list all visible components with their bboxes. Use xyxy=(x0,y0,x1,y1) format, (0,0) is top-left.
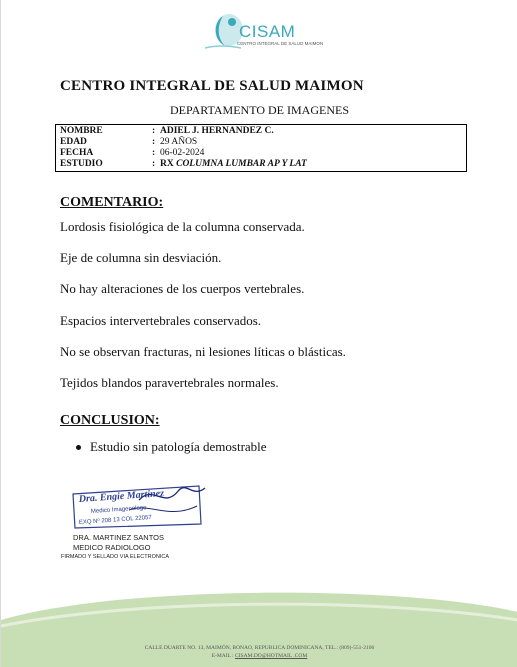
study-date: 06-02-2024 xyxy=(160,148,205,158)
footer-address: CALLE DUARTE NO. 13, MAIMÓN, BONAO, REPUBLICA DOMINICANA, TEL.: (809)-551-2106 xyxy=(144,645,375,651)
study-detail: COLUMNA LUMBAR AP Y LAT xyxy=(176,159,307,169)
finding-line: Espacios intervertebrales conservados. xyxy=(60,313,262,328)
info-row-study xyxy=(60,159,462,170)
bullet-icon xyxy=(76,445,81,450)
comentario-heading: COMENTARIO: xyxy=(60,195,164,210)
footer-email-line xyxy=(1,653,517,659)
doctor-name: DRA. MARTINEZ SANTOS xyxy=(73,533,164,542)
info-label: FECHA xyxy=(60,148,94,158)
electronic-signature-note: FIRMADO Y SELLADO VIA ELECTRONICA xyxy=(61,554,169,560)
info-label: NOMBRE xyxy=(60,126,103,136)
study-name xyxy=(160,159,307,170)
finding-line: No se observan fracturas, ni lesiones líticas o blásticas. xyxy=(60,344,346,359)
patient-info-box xyxy=(55,124,467,172)
doctor-name-block xyxy=(73,533,164,553)
patient-age: 29 AÑOS xyxy=(160,137,198,147)
footer-email-link[interactable]: CISAM.DO@HOTMAIL .COM xyxy=(235,653,308,659)
stamp-role: Medico Imagenologo xyxy=(90,505,147,515)
info-separator: : xyxy=(152,148,156,158)
finding-line: Eje de columna sin desviación. xyxy=(60,250,222,265)
info-separator: : xyxy=(152,159,156,169)
patient-name: ADIEL J. HERNANDEZ C. xyxy=(160,126,274,136)
stamp-name: Dra. Engie Martinez xyxy=(78,488,165,505)
footer-email-label: E-MAIL : xyxy=(211,653,234,659)
info-label: ESTUDIO xyxy=(60,159,103,169)
finding-line: Lordosis fisiológica de la columna conservada. xyxy=(60,219,305,234)
doctor-role: MEDICO RADIOLOGO xyxy=(73,543,151,552)
conclusion-item: Estudio sin patología demostrable xyxy=(90,439,267,454)
info-separator: : xyxy=(152,137,156,147)
logo-brand-text: CISAM xyxy=(239,22,296,41)
organization-title: CENTRO INTEGRAL DE SALUD MAIMON xyxy=(60,78,364,94)
info-row-age xyxy=(60,137,462,148)
info-row-name xyxy=(60,126,462,137)
finding-line: Tejidos blandos paravertebrales normales. xyxy=(60,375,279,390)
study-prefix: RX xyxy=(160,159,174,169)
info-separator: : xyxy=(152,126,156,136)
info-row-date xyxy=(60,148,462,159)
info-label: EDAD xyxy=(60,137,87,147)
doctor-stamp-signature xyxy=(69,480,209,532)
conclusion-heading: CONCLUSION: xyxy=(60,413,160,428)
stamp-ids: EXQ Nº 208 13 COL 22057 xyxy=(78,514,152,526)
logo-subtitle: CENTRO INTEGRAL DE SALUD MAIMON xyxy=(237,41,324,46)
finding-line: No hay alteraciones de los cuerpos vertebrales. xyxy=(60,281,305,296)
department-title: DEPARTAMENTO DE IMAGENES xyxy=(170,103,349,117)
cisam-logo xyxy=(201,8,331,56)
